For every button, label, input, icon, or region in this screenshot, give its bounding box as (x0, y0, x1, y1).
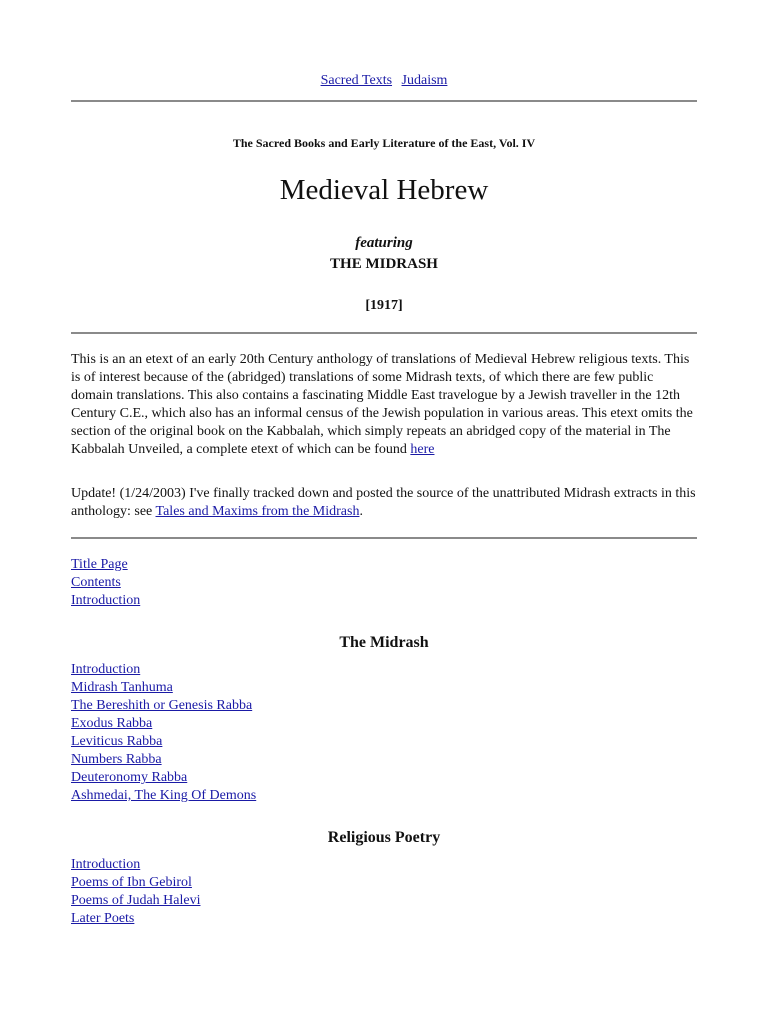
link-numbers-rabba[interactable]: Numbers Rabba (71, 752, 162, 767)
kabbalah-unveiled-link[interactable]: here (410, 442, 435, 457)
update-paragraph (71, 485, 697, 521)
intro-text: This is an an etext of an early 20th Century anthology of translations of Medieval Hebrew religious texts. This is of interest because of the (abridged) translations of some Midrash texts, of which there are few public domain translations. This also contains a fascinating Middle East travelogue by a Jewish traveller in the 12th Century C.E., which also has an informal census of the Jewish population in various areas. This etext omits the section of the original book on the Kabbalah, which simply repeats an abridged copy of the material in The Kabbalah Unveiled, a complete etext of which can be found (71, 352, 693, 457)
list-item (71, 733, 697, 751)
link-deuteronomy-rabba[interactable]: Deuteronomy Rabba (71, 770, 188, 785)
list-item (71, 874, 697, 892)
page-subtitle: THE MIDRASH (330, 256, 438, 272)
update-end: . (359, 504, 363, 519)
midrash-list (71, 661, 697, 805)
list-item (71, 697, 697, 715)
update-text: Update! (1/24/2003) I've finally tracked down and posted the source of the unattributed Midrash extracts in this anthology: see (71, 486, 696, 519)
link-midrash-tanhuma[interactable]: Midrash Tanhuma (71, 680, 173, 695)
poetry-list (71, 856, 697, 928)
front-matter-list (71, 556, 697, 610)
link-introduction[interactable]: Introduction (71, 593, 141, 608)
list-item (71, 892, 697, 910)
list-item (71, 574, 697, 592)
nav-link-sacred-texts[interactable]: Sacred Texts (320, 73, 393, 88)
list-item (71, 679, 697, 697)
list-item (71, 751, 697, 769)
list-item (71, 787, 697, 805)
publication-year: [1917] (365, 298, 403, 313)
link-midrash-introduction[interactable]: Introduction (71, 662, 141, 677)
link-genesis-rabba[interactable]: The Bereshith or Genesis Rabba (71, 698, 253, 713)
link-exodus-rabba[interactable]: Exodus Rabba (71, 716, 153, 731)
tales-and-maxims-link[interactable]: Tales and Maxims from the Midrash (155, 504, 360, 519)
link-contents[interactable]: Contents (71, 575, 121, 590)
series-title: The Sacred Books and Early Literature of the East, Vol. IV (232, 136, 536, 150)
link-later-poets[interactable]: Later Poets (71, 911, 135, 926)
list-item (71, 715, 697, 733)
divider (71, 332, 697, 334)
divider (71, 100, 697, 102)
list-item (71, 856, 697, 874)
link-judah-halevi[interactable]: Poems of Judah Halevi (71, 893, 201, 908)
nav-link-judaism[interactable]: Judaism (401, 73, 448, 88)
list-item (71, 556, 697, 574)
list-item (71, 910, 697, 928)
list-item (71, 769, 697, 787)
section-heading-midrash: The Midrash (339, 634, 429, 651)
top-nav (71, 73, 697, 89)
divider (71, 537, 697, 539)
link-ashmedai[interactable]: Ashmedai, The King Of Demons (71, 788, 257, 803)
section-heading-religious-poetry: Religious Poetry (327, 829, 441, 846)
list-item (71, 661, 697, 679)
link-poetry-introduction[interactable]: Introduction (71, 857, 141, 872)
page-title: Medieval Hebrew (279, 174, 489, 206)
link-ibn-gebirol[interactable]: Poems of Ibn Gebirol (71, 875, 192, 890)
link-title-page[interactable]: Title Page (71, 557, 128, 572)
intro-paragraph (71, 351, 697, 459)
list-item (71, 592, 697, 610)
link-leviticus-rabba[interactable]: Leviticus Rabba (71, 734, 163, 749)
featuring-label: featuring (355, 235, 413, 251)
